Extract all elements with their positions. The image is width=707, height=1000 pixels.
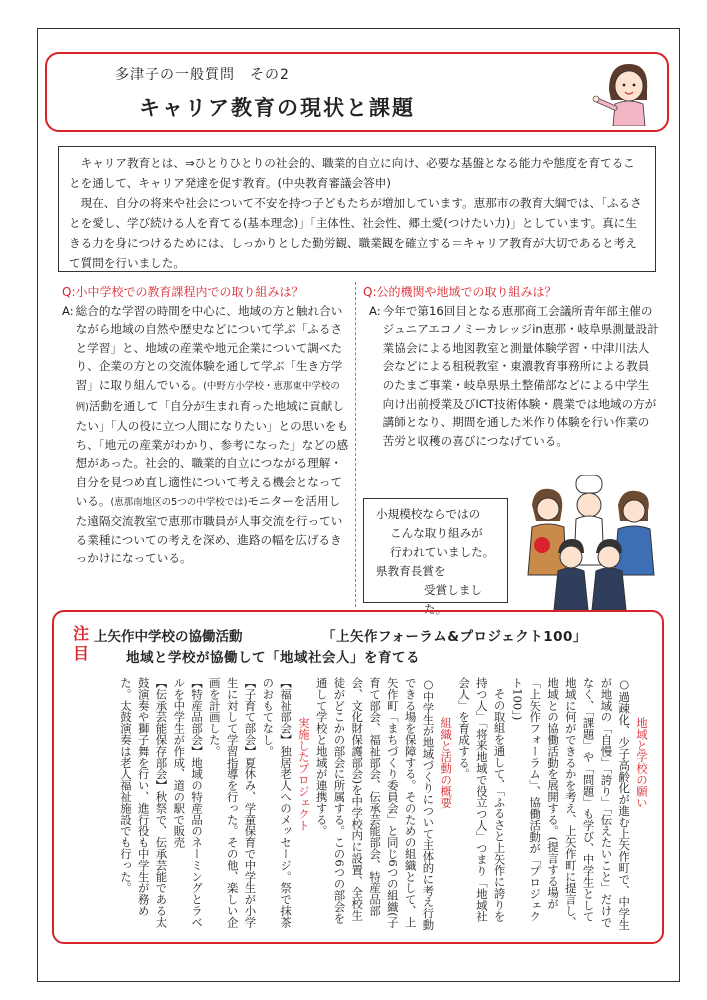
- q2-answer-label: A:: [369, 303, 381, 318]
- project-specialty: 【特産品部会】地域の特産品のネーミングとラベルを中学生が作成、道の駅で販売: [172, 677, 205, 928]
- heading-wish: 地域と学校の願い: [635, 717, 649, 809]
- girl-illustration-icon: [589, 60, 659, 126]
- project-tradition: 【伝承芸能保存部会】秋祭で、伝承芸能である太鼓演奏や獅子舞を行い、進行役も中学生が務めた。太鼓演奏は老人福祉施設でも行った。: [118, 677, 169, 928]
- title-box: [45, 52, 669, 132]
- q1-answer-c: モニターを活用した遠隔交流教室で恵那市職員が人事交流を行っている業種についての考えを深め、進路の幅を広げるきっかけになっている。: [75, 493, 343, 566]
- q1-answer: [62, 302, 350, 568]
- featured-title-school: 上矢作中学校の協働活動: [94, 629, 243, 645]
- q1-section: [62, 283, 350, 568]
- award-box: [363, 498, 508, 616]
- project-welfare: 【福祉部会】独居老人へのメッセージ。祭で抹茶のおもてなし。: [261, 677, 294, 928]
- q1-answer-label: A:: [62, 303, 74, 318]
- people-group-illustration-icon: [514, 475, 664, 610]
- q1-note-2: (恵那南地区の5つの中学校では): [110, 496, 248, 508]
- heading-projects: 実施したプロジェクト: [296, 717, 311, 831]
- q2-section: [363, 283, 659, 450]
- q1-question: Q:小中学校での教育課程内での取り組みは？: [62, 285, 304, 299]
- featured-box: [52, 610, 664, 944]
- award-line-3: 行われていました。: [390, 545, 495, 559]
- award-line-4: 県教育長賞を: [376, 564, 446, 578]
- q2-question: Q:公的機関や地域での取り組みは？: [363, 285, 557, 299]
- intro-body: 現在、自分の将来や社会について不安を持つ子どもたちが増加しています。恵那市の教育大綱では、「ふるさとを愛し、学び続ける人を育てる(基本理念)」「主体性、社会性、郷土愛(つけたい力)」としています。真に生きる力を身につけるためには、しっかりとした勤労観、職業観を確立する＝キャリア教育が大切であると考えて質問を行いました。: [69, 196, 642, 270]
- award-line-2: こんな取り組みが: [390, 526, 483, 540]
- intro-definition: キャリア教育とは、⇒ひとりひとりの社会的、職業的自立に向け、必要な基盤となる能力や態度を育てることを通して、キャリア発達を促す教育。(中央教育審議会答申): [69, 156, 635, 190]
- heading-organization: 組織と活動の概要: [439, 717, 454, 809]
- series-label: 多津子の一般質問 その2: [115, 67, 290, 83]
- wish-text: ○過疎化、少子高齢化が進む上矢作町で、中学生が地域の「自慢」「誇り」「伝えたいこと」だけでなく、「課題」や「問題」も学び、中学生として地域に何ができるかを考え、上矢作町に提言し、地域との協働活動を展開する。(提言する場が「上矢作フォーラム」、協働活動が「プロジェクト100」): [510, 677, 632, 931]
- intro-box: [58, 146, 656, 272]
- organization-text: ○中学生が地域づくりについて主体的に考え行動できる場を保障する。そのための組織として、上矢作町「まちづくり委員会」と同じ6つの組織(子育て部会、福祉部会、伝承芸能部会、特産品部会、文化財保護部会)を中学校内に設置、全校生徒がどこかの部会に所属する。この6つの部会を通して学校と地域が連携する。: [314, 677, 436, 931]
- q2-answer: [363, 302, 659, 451]
- featured-mark: 注 目: [72, 624, 89, 663]
- q1-answer-a: 総合的な学習の時間を中心に、地域の方と触れ合いながら地域の自然や歴史などについて学ぶ「ふるさと学習」と、地域の産業や地元企業について調べたり、企業の方との交流体験を通して学ぶ「生き方学習」に取り組んでいる。: [75, 303, 343, 392]
- wish-text-2: その取組を通して、「ふるさと上矢作に誇りを持つ人」「将来地域で役立つ人」つまり「地域社会人」を育成する。: [457, 677, 507, 923]
- project-childcare: 【子育て部会】夏休み、学童保育で中学生が小学生に対して学習指導を行った。その他、楽しい企画を計画した。: [207, 677, 258, 928]
- q2-answer-text: 今年で第16回目となる恵那商工会議所青年部主催のジュニアエコノミーカレッジin恵那・岐阜県測量設計業協会による地図教室と測量体験学習・中津川法人会などによる租税教室・東濃教育事務所による教員のたまご事業・岐阜県県土整備部などによる中学生向け出前授業及びICT技術体験・農業では地域の方が講師となり、期間を通した米作り体験を行い作業の苦労と収穫の喜びにつなげている。: [382, 303, 659, 448]
- featured-vertical-text: [116, 677, 650, 932]
- q1-note-1: (中野方小学校・恵那東中学校の例): [75, 380, 340, 413]
- award-line-5: 受賞しました。: [424, 583, 482, 616]
- q1-answer-b: 活動を通して「自分が生まれ育った地域に貢献したい」「人の役に立つ人間になりたい」との思いをもち、「地元の産業がわかり、参考になった」などの感想があった。社会的、職業的自立につながる理解・自分を見つめ直し適性について考える機会となっている。: [75, 398, 349, 508]
- page-title: キャリア教育の現状と課題: [139, 96, 415, 120]
- award-line-1: 小規模校ならではの: [376, 507, 481, 521]
- featured-subtitle: 地域と学校が協働して「地域社会人」を育てる: [126, 650, 420, 666]
- column-divider: [355, 282, 356, 607]
- featured-title-project: 「上矢作フォーラム&プロジェクト100」: [322, 629, 587, 645]
